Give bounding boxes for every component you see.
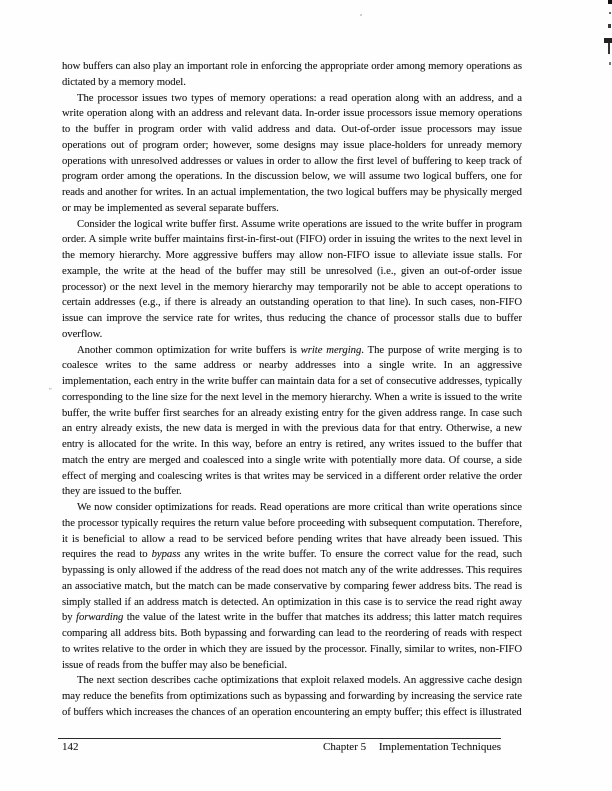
scan-artifact [608, 43, 610, 54]
body-text-run: the value of the latest write in the buffer that matches its address; this latter match requires comparing all address bits. Both bypassing and forwarding can lead to the reordering of reads with respect to writes relative to the order in which they are issued by the processor. Finally, similar to writes, non-FIFO issue of reads from the buffer may also be beneficial. [62, 611, 522, 671]
scan-margin-mark: ″ [49, 387, 52, 395]
paragraph [62, 91, 522, 217]
body-text-run: We now consider optimizations for reads. Read operations are more critical than write operations since the processor typically requires the return value before proceeding with subsequent computation. Therefore, it is beneficial to allow a read to be serviced before pending writes that have already been issued. This requires the read to [62, 501, 522, 561]
scan-artifact [608, 24, 611, 28]
body-text-run: The processor issues two types of memory operations: a read operation along with an address, and a write operation along with an address and relevant data. In-order issue processors issue memory operations to the buffer in program order with valid address and data. Out-of-order issue processors may issue operations out of program order; however, some designs may issue place-holders for unready memory operations with unresolved addresses or values in order to allow the first level of buffering to keep track of program order among the operations. In the discussion below, we will assume two logical buffers, one for reads and another for writes. In an actual implementation, the two logical buffers may be physically merged or may be implemented as several separate buffers. [62, 91, 522, 214]
body-text-run: Consider the logical write buffer first. Assume write operations are issued to the write buffer in program order. A simple write buffer maintains first-in-first-out (FIFO) order in issuing the writes to the next level in the memory hierarchy. More aggressive buffers may allow non-FIFO issue to alleviate issue stalls. For example, the write at the head of the buffer may still be unresolved (i.e., given an out-of-order issue processor) or the next level in the memory hierarchy may temporarily not be able to accept operations to certain addresses (e.g., if there is already an outstanding operation to that line). In such cases, non-FIFO issue can improve the service rate for writes, thus reducing the chance of processor stalls due to buffer overflow. [62, 217, 522, 340]
body-text-run: . The purpose of write merging is to coalesce writes to the same address or nearby addresses into a single write. In an aggressive implementation, each entry in the write buffer can maintain data for a set of consecutive addresses, typically corresponding to the line size for the next level in the memory hierarchy. When a write is issued to the write buffer, the write buffer first searches for an already existing entry for the given address range. In case such an entry already exists, the new data is merged in with the previous data for that entry. Otherwise, a new entry is allocated for the write. In this way, before an entry is retired, any writes issued to the buffer that match the entry are merged and coalesced into a single write with potentially more data. Of course, a side effect of merging and coalescing writes is that writes may be serviced in a different order relative the order they are issued to the buffer. [62, 343, 522, 498]
scan-artifact [609, 12, 611, 14]
page-footer [58, 738, 501, 753]
emphasized-text: forwarding [76, 611, 124, 624]
paragraph [62, 217, 522, 343]
emphasized-text: bypass [151, 548, 181, 561]
paragraph [62, 500, 522, 673]
page-number: 142 [62, 741, 79, 753]
body-text-run: Another common optimization for write buffers is [77, 343, 301, 356]
scan-artifact [609, 62, 611, 65]
body-text-run: any writes in the write buffer. To ensure the correct value for the read, such bypassing is only allowed if the address of the read does not match any of the write addresses. This requires an associative match, but the match can be made conservative by comparing fewer address bits. The read is simply stalled if an address match is detected. An optimization in this case is to service the read right away by [62, 548, 523, 624]
body-text-run: how buffers can also play an important role in enforcing the appropriate order among memory operations as dictated by a memory model. [62, 60, 522, 88]
body-text-run: The next section describes cache optimizations that exploit relaxed models. An aggressive cache design may reduce the benefits from optimizations such as bypassing and forwarding by increasing the service rate of buffers which increases the chances of an operation encountering an empty buffer; this effect is illustrated [62, 674, 522, 718]
running-header [323, 741, 501, 753]
chapter-label: Chapter 5 [323, 741, 367, 753]
page-body [62, 59, 522, 721]
paragraph [62, 59, 522, 91]
paragraph [62, 343, 522, 501]
chapter-title: Implementation Techniques [378, 741, 501, 753]
emphasized-text: write merging [300, 343, 362, 356]
paragraph [62, 673, 522, 720]
scan-artifact [360, 14, 362, 16]
scan-artifact [608, 0, 612, 4]
footer-rule [58, 738, 501, 739]
